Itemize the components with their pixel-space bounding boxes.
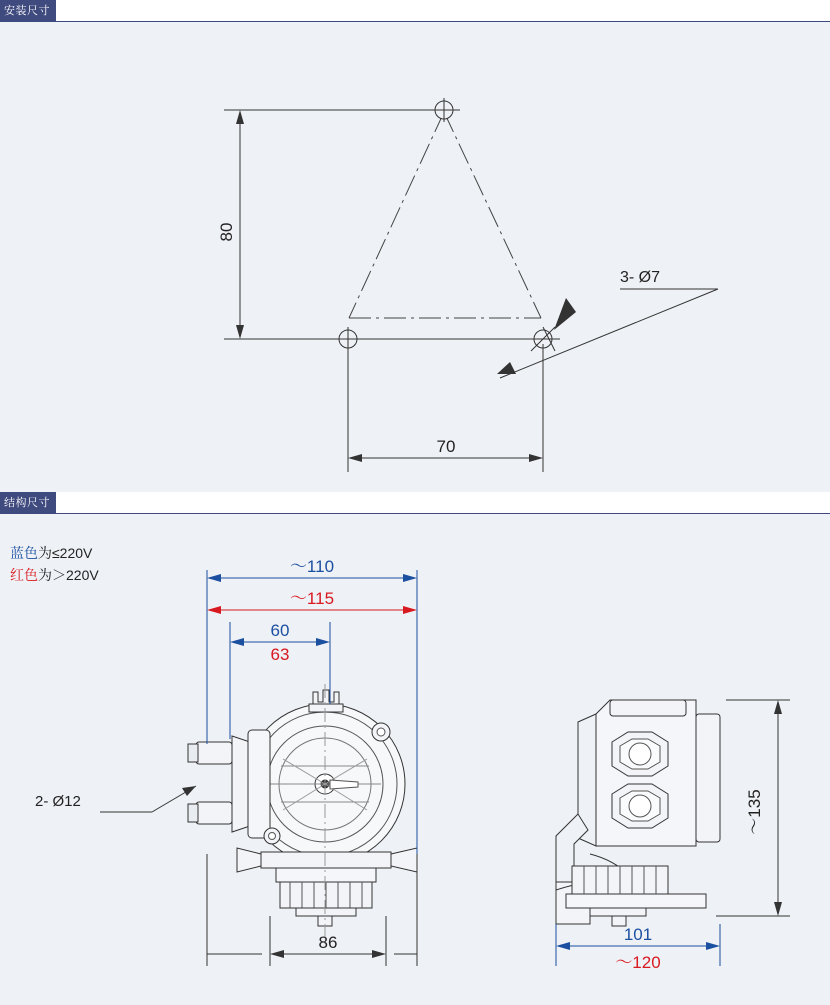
dim-label-width-115: ～115 <box>289 589 335 608</box>
conduit-entry-lower <box>196 802 232 824</box>
triangle-construction-lines <box>349 112 541 318</box>
structure-dimension-panel <box>0 514 830 1005</box>
legend-blue-condition: 为≤220V <box>38 545 93 561</box>
dim-label-holes: 3- Ø7 <box>620 269 661 286</box>
section-header-mounting <box>0 0 830 22</box>
legend-blue-label: 蓝色 <box>10 545 38 561</box>
side-view-body <box>556 700 720 926</box>
legend-red-condition: 为＞220V <box>38 567 99 583</box>
legend-row-blue <box>10 542 99 564</box>
front-view-body <box>188 684 417 944</box>
dim-label-depth-101: 101 <box>623 925 653 944</box>
dim-label-horizontal-70: 70 <box>436 437 456 456</box>
hex-boss-upper <box>612 732 668 776</box>
dim-label-height-135: ～135 <box>745 789 764 835</box>
hex-boss-lower <box>612 784 668 828</box>
dim-label-vertical-80: 80 <box>217 222 236 242</box>
dim-label-inner-63: 63 <box>270 645 290 664</box>
dim-label-inner-60: 60 <box>270 621 290 640</box>
dim-label-width-110: ～110 <box>289 557 335 576</box>
dim-label-base-86: 86 <box>318 933 338 952</box>
mounting-drawing <box>0 22 830 492</box>
section-title-mounting: 安装尺寸 <box>0 0 56 22</box>
voltage-legend <box>10 542 99 586</box>
dim-label-depth-120: ～120 <box>615 953 661 972</box>
legend-red-label: 红色 <box>10 567 38 583</box>
legend-row-red <box>10 564 99 586</box>
leader-holes <box>500 289 718 378</box>
structure-drawing <box>0 514 830 1005</box>
mounting-dimension-panel <box>0 22 830 492</box>
conduit-entry-upper <box>196 742 232 764</box>
dim-label-conduit-2x12: 2- Ø12 <box>35 793 81 810</box>
section-header-structure <box>0 492 830 514</box>
section-title-structure: 结构尺寸 <box>0 492 56 514</box>
